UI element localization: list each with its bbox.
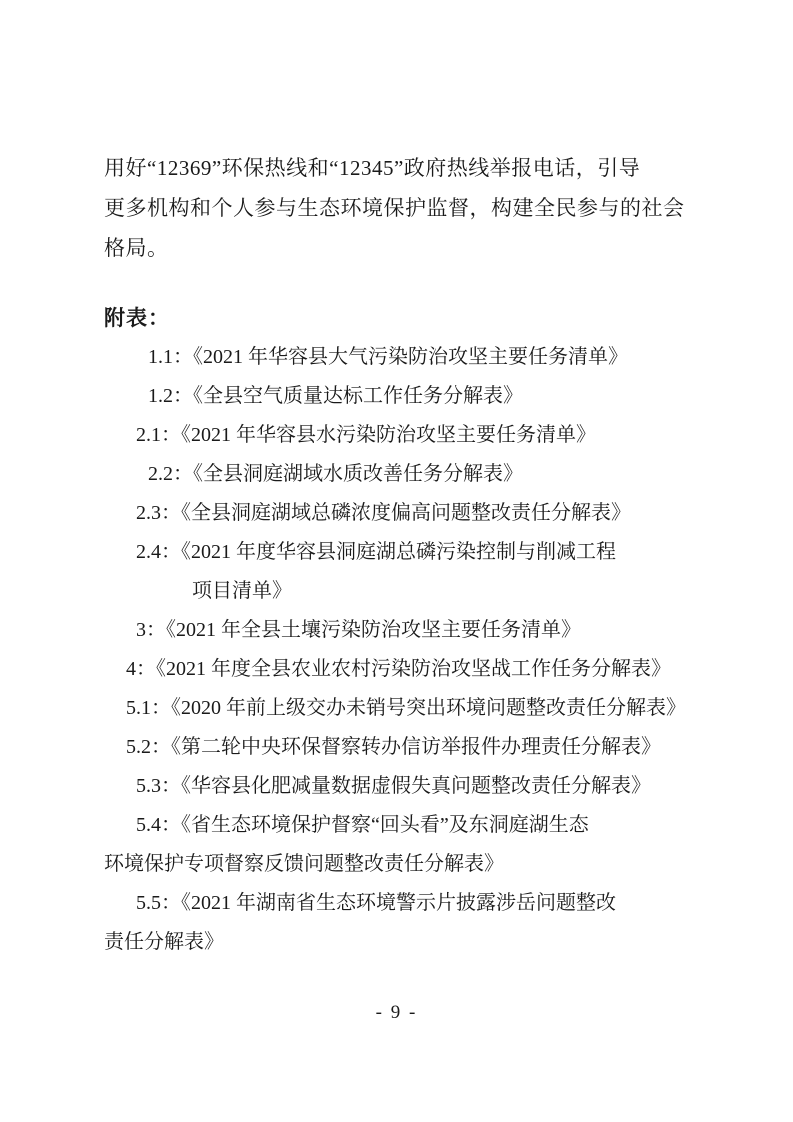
paragraph-line-3: 格局。: [104, 236, 169, 260]
list-item: 4：《2021 年度全县农业农村污染防治攻坚战工作任务分解表》: [126, 658, 671, 680]
list-item: 2.2：《全县洞庭湖域水质改善任务分解表》: [148, 463, 523, 485]
page-number: - 9 -: [375, 1002, 418, 1023]
body-paragraph: [104, 148, 690, 268]
list-item: 2.4：《2021 年度华容县洞庭湖总磷污染控制与削减工程: [136, 541, 616, 563]
list-item: 5.5：《2021 年湖南省生态环境警示片披露涉岳问题整改: [136, 892, 616, 914]
list-item: 环境保护专项督察反馈问题整改责任分解表》: [104, 853, 504, 875]
list-item: 3：《2021 年全县土壤污染防治攻坚主要任务清单》: [136, 619, 581, 641]
list-item: 2.1：《2021 年华容县水污染防治攻坚主要任务清单》: [136, 424, 596, 446]
list-item: 1.1：《2021 年华容县大气污染防治攻坚主要任务清单》: [148, 346, 628, 368]
list-item: 1.2：《全县空气质量达标工作任务分解表》: [148, 385, 523, 407]
page-content: [104, 148, 690, 962]
list-item: 5.1：《2020 年前上级交办未销号突出环境问题整改责任分解表》: [126, 697, 686, 719]
attachment-heading: 附表：: [104, 306, 170, 330]
list-item: 2.3：《全县洞庭湖域总磷浓度偏高问题整改责任分解表》: [136, 502, 631, 524]
list-item: 5.3：《华容县化肥减量数据虚假失真问题整改责任分解表》: [136, 775, 651, 797]
attachment-list: [104, 338, 690, 962]
list-item: 5.4：《省生态环境保护督察“回头看”及东洞庭湖生态: [136, 814, 589, 836]
paragraph-line-1: 用好“12369”环保热线和“12345”政府热线举报电话，引导: [104, 156, 641, 180]
list-item: 5.2：《第二轮中央环保督察转办信访举报件办理责任分解表》: [126, 736, 661, 758]
list-item: 项目清单》: [192, 580, 292, 602]
list-item: 责任分解表》: [104, 931, 224, 953]
paragraph-line-2: 更多机构和个人参与生态环境保护监督，构建全民参与的社会: [104, 196, 685, 220]
